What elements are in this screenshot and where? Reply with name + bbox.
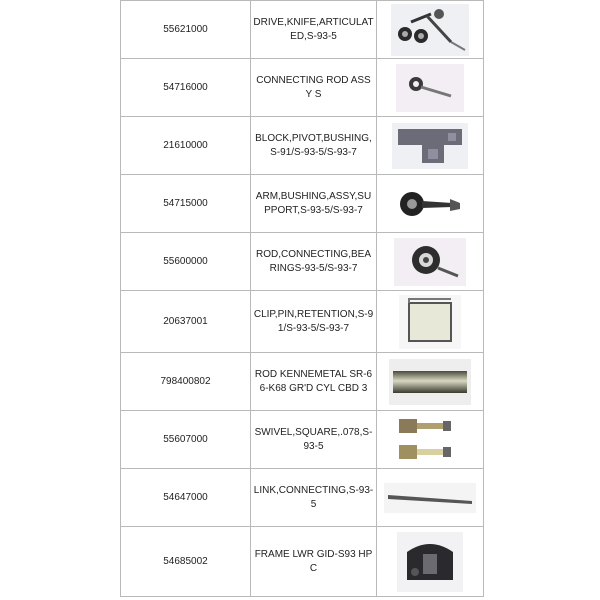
part-number: 54685002 bbox=[121, 527, 251, 597]
knife-drive-linkage-icon bbox=[377, 1, 484, 59]
part-description: ROD KENNEMETAL SR-66-K68 GR'D CYL CBD 3 bbox=[251, 353, 377, 411]
part-number: 21610000 bbox=[121, 117, 251, 175]
part-number: 55607000 bbox=[121, 411, 251, 469]
carbide-rod-icon bbox=[377, 353, 484, 411]
table-row bbox=[121, 233, 484, 291]
part-description: ROD,CONNECTING,BEARINGS-93-5/S-93-7 bbox=[251, 233, 377, 291]
connecting-rod-icon bbox=[377, 59, 484, 117]
part-description: ARM,BUSHING,ASSY,SUPPORT,S-93-5/S-93-7 bbox=[251, 175, 377, 233]
retention-clip-icon bbox=[377, 291, 484, 353]
part-number: 54715000 bbox=[121, 175, 251, 233]
table-row bbox=[121, 117, 484, 175]
swivel-icon bbox=[377, 411, 484, 469]
part-description: BLOCK,PIVOT,BUSHING, S-91/S-93-5/S-93-7 bbox=[251, 117, 377, 175]
table-row bbox=[121, 527, 484, 597]
table-row bbox=[121, 1, 484, 59]
part-number: 55621000 bbox=[121, 1, 251, 59]
part-description: DRIVE,KNIFE,ARTICULATED,S-93-5 bbox=[251, 1, 377, 59]
table-row bbox=[121, 59, 484, 117]
table-row bbox=[121, 469, 484, 527]
bushing-arm-icon bbox=[377, 175, 484, 233]
parts-table bbox=[120, 0, 484, 597]
part-number: 55600000 bbox=[121, 233, 251, 291]
pivot-block-icon bbox=[377, 117, 484, 175]
lower-guide-frame-icon bbox=[377, 527, 484, 597]
part-description: FRAME LWR GID-S93 HPC bbox=[251, 527, 377, 597]
connecting-link-icon bbox=[377, 469, 484, 527]
part-number: 54716000 bbox=[121, 59, 251, 117]
table-row bbox=[121, 411, 484, 469]
part-number: 20637001 bbox=[121, 291, 251, 353]
part-number: 54647000 bbox=[121, 469, 251, 527]
part-description: LINK,CONNECTING,S-93-5 bbox=[251, 469, 377, 527]
table-row bbox=[121, 353, 484, 411]
part-description: SWIVEL,SQUARE,.078,S-93-5 bbox=[251, 411, 377, 469]
part-number: 798400802 bbox=[121, 353, 251, 411]
bearing-rod-icon bbox=[377, 233, 484, 291]
table-row bbox=[121, 175, 484, 233]
part-description: CONNECTING ROD ASSY S bbox=[251, 59, 377, 117]
table-row bbox=[121, 291, 484, 353]
parts-table-container bbox=[120, 0, 482, 600]
part-description: CLIP,PIN,RETENTION,S-91/S-93-5/S-93-7 bbox=[251, 291, 377, 353]
